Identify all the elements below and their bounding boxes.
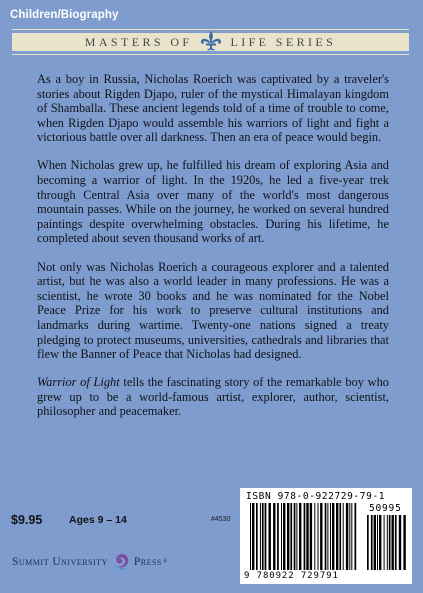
publisher-logo [12,552,168,572]
barcode-bars [240,488,412,584]
paragraph-summary [37,375,389,419]
series-title-left: MASTERS OF [84,34,193,49]
publisher-emblem-icon [111,552,131,572]
price: $9.95 [11,513,43,527]
age-range: Ages 9 – 14 [69,514,127,526]
summary-text: tells the fascinating story of the remarkable boy who grew up to be a world-famous artist, explorer, author, scientist, philosopher and peacemaker. [37,375,389,419]
ean-number: 9 780922 729791 [244,571,339,581]
paragraph-childhood: As a boy in Russia, Nicholas Roerich was captivated by a traveler's stories about Rigden Djapo, ruler of the mystical Himalayan kingdom of Shamballa. These ancient legends told of a time of trouble to come, when Rigden Djapo would assemble his warriors of light and fight a victorious battle over all darkness. Then an era of peace would begin. [37,72,389,145]
book-title: Warrior of Light [37,375,120,390]
publisher-name-second: Press [133,556,162,568]
isbn-barcode [240,488,412,584]
price-addon-code: 50995 [369,503,402,514]
isbn-number: ISBN 978-0-922729-79-1 [246,491,386,502]
trademark-symbol: ® [162,559,168,565]
series-banner [12,29,409,55]
back-cover-description [37,72,389,419]
fleur-de-lis-icon [199,30,223,52]
catalog-number: #4530 [211,516,231,523]
paragraph-achievements: Not only was Nicholas Roerich a courageous explorer and a talented artist, but he was also a world leader in many professions. He was a scientist, he wrote 30 books and he was nominated for the Nobel Peace Prize for his work to preserve cultural institutions and landmarks during wartime. Twenty-one nations signed a treaty pledging to protect museums, universities, cathedrals and libraries that flew the Banner of Peace that Nicholas had designed. [37,259,389,362]
publisher-name-first: Summit University [12,556,108,568]
category-label: Children/Biography [10,9,119,21]
series-banner-inner [12,33,409,51]
series-title-right: LIFE SERIES [230,34,337,49]
paragraph-explorer: When Nicholas grew up, he fulfilled his dream of exploring Asia and becoming a warrior of light. In the 1920s, he led a five-year trek through Central Asia over many of the world's most dangerous mountain passes. While on the journey, he worked on several hundred paintings despite overwhelming obstacles. During his lifetime, he completed about seven thousand works of art. [37,158,389,246]
